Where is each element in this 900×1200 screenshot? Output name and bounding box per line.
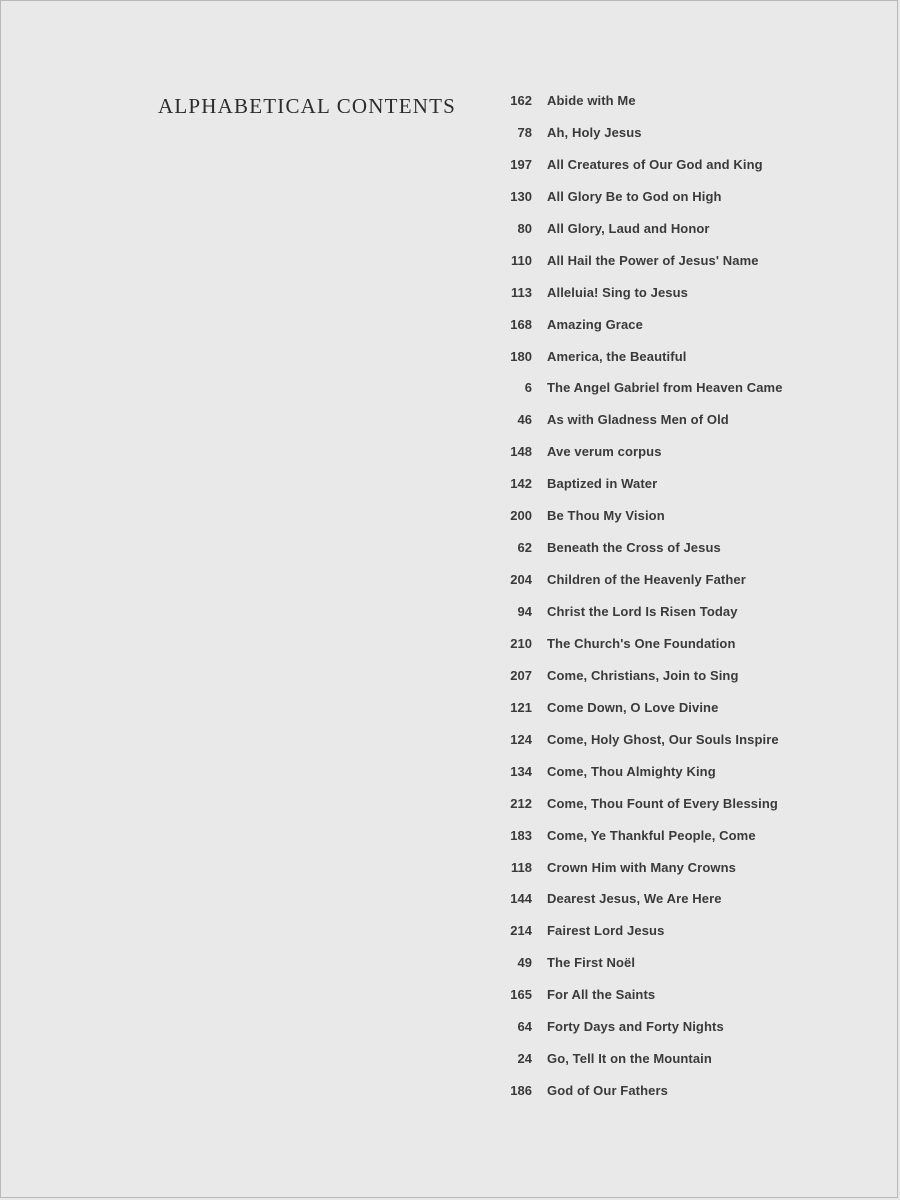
entry-title: America, the Beautiful <box>547 348 687 364</box>
entry-title: Come, Christians, Join to Sing <box>547 667 739 683</box>
contents-entry <box>498 636 888 668</box>
entry-page-number: 183 <box>510 827 532 843</box>
contents-entry <box>498 444 888 476</box>
contents-entry <box>498 476 888 508</box>
contents-entry <box>498 221 888 253</box>
contents-entry <box>498 923 888 955</box>
contents-entry <box>498 955 888 987</box>
contents-entry <box>498 604 888 636</box>
entry-page-number: 148 <box>510 444 532 460</box>
entry-page-number: 78 <box>517 124 532 140</box>
entry-page-number: 118 <box>511 859 532 875</box>
contents-entry <box>498 732 888 764</box>
entry-page-number: 210 <box>510 635 532 651</box>
entry-page-number: 200 <box>510 508 532 524</box>
contents-entry <box>498 380 888 412</box>
entry-title: Come, Holy Ghost, Our Souls Inspire <box>547 731 779 747</box>
contents-entry <box>498 253 888 285</box>
entry-page-number: 212 <box>510 795 532 811</box>
entry-title: Come, Ye Thankful People, Come <box>547 827 756 843</box>
entry-page-number: 121 <box>510 699 532 715</box>
entry-title: Ah, Holy Jesus <box>547 124 642 140</box>
entry-page-number: 168 <box>510 316 532 332</box>
entry-title: Alleluia! Sing to Jesus <box>547 284 688 300</box>
entry-title: Fairest Lord Jesus <box>547 923 665 939</box>
contents-list <box>498 93 888 1115</box>
entry-page-number: 204 <box>510 572 532 588</box>
entry-title: The Church's One Foundation <box>547 635 736 651</box>
contents-entry <box>498 1083 888 1115</box>
entry-page-number: 186 <box>510 1083 532 1099</box>
contents-entry <box>498 987 888 1019</box>
entry-title: All Glory, Laud and Honor <box>547 220 710 236</box>
entry-title: Come Down, O Love Divine <box>547 699 719 715</box>
entry-page-number: 6 <box>524 380 532 396</box>
entry-page-number: 165 <box>510 987 532 1003</box>
entry-title: Christ the Lord Is Risen Today <box>547 604 738 619</box>
entry-title: God of Our Fathers <box>547 1083 668 1099</box>
contents-entry <box>498 125 888 157</box>
entry-title: All Creatures of Our God and King <box>547 156 763 172</box>
entry-title: Come, Thou Fount of Every Blessing <box>547 795 778 811</box>
entry-page-number: 46 <box>517 412 532 428</box>
contents-entry <box>498 349 888 381</box>
entry-title: All Glory Be to God on High <box>547 188 722 204</box>
contents-entry <box>498 1051 888 1083</box>
entry-page-number: 180 <box>510 348 532 364</box>
entry-title: Abide with Me <box>547 93 636 108</box>
entry-page-number: 24 <box>517 1051 532 1067</box>
entry-title: Forty Days and Forty Nights <box>547 1019 724 1035</box>
page-title: ALPHABETICAL CONTENTS <box>158 94 456 118</box>
entry-title: Be Thou My Vision <box>547 508 665 524</box>
entry-title: The Angel Gabriel from Heaven Came <box>547 380 783 396</box>
entry-page-number: 142 <box>510 476 532 492</box>
entry-title: Ave verum corpus <box>547 444 662 460</box>
entry-title: Beneath the Cross of Jesus <box>547 540 721 556</box>
entry-page-number: 110 <box>511 252 532 268</box>
contents-entry <box>498 317 888 349</box>
contents-entry <box>498 764 888 796</box>
contents-entry <box>498 860 888 892</box>
entry-title: Dearest Jesus, We Are Here <box>547 891 722 907</box>
contents-entry <box>498 668 888 700</box>
entry-title: As with Gladness Men of Old <box>547 412 729 428</box>
contents-entry <box>498 93 888 125</box>
contents-entry <box>498 157 888 189</box>
entry-page-number: 94 <box>517 604 532 619</box>
entry-page-number: 62 <box>517 540 532 556</box>
contents-entry <box>498 700 888 732</box>
entry-title: Crown Him with Many Crowns <box>547 859 736 875</box>
contents-entry <box>498 891 888 923</box>
entry-page-number: 144 <box>510 891 532 907</box>
contents-entry <box>498 1019 888 1051</box>
entry-page-number: 162 <box>510 93 532 108</box>
entry-page-number: 207 <box>510 667 532 683</box>
entry-page-number: 124 <box>510 731 532 747</box>
entry-title: Come, Thou Almighty King <box>547 763 716 779</box>
entry-page-number: 49 <box>517 955 532 971</box>
entry-page-number: 197 <box>510 156 532 172</box>
entry-page-number: 113 <box>511 284 532 300</box>
entry-title: All Hail the Power of Jesus' Name <box>547 252 759 268</box>
contents-entry <box>498 412 888 444</box>
contents-entry <box>498 508 888 540</box>
entry-title: For All the Saints <box>547 987 656 1003</box>
contents-entry <box>498 540 888 572</box>
contents-entry <box>498 796 888 828</box>
entry-title: The First Noël <box>547 955 636 971</box>
contents-entry <box>498 285 888 317</box>
entry-page-number: 134 <box>510 763 532 779</box>
entry-title: Amazing Grace <box>547 316 643 332</box>
entry-page-number: 80 <box>517 220 532 236</box>
entry-page-number: 130 <box>510 188 532 204</box>
contents-entry <box>498 189 888 221</box>
entry-title: Baptized in Water <box>547 476 658 492</box>
entry-title: Go, Tell It on the Mountain <box>547 1051 712 1067</box>
contents-entry <box>498 572 888 604</box>
entry-page-number: 214 <box>510 923 532 939</box>
contents-entry <box>498 828 888 860</box>
entry-page-number: 64 <box>517 1019 532 1035</box>
entry-title: Children of the Heavenly Father <box>547 572 746 588</box>
